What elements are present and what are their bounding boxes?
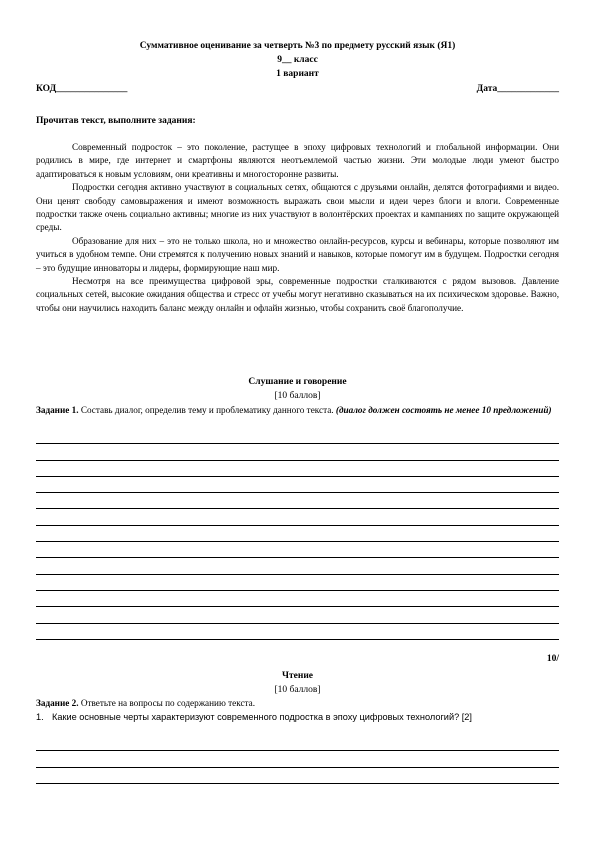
answer-line[interactable] xyxy=(36,607,559,623)
reading-text xyxy=(36,141,559,315)
text-paragraph: Образование для них – это не только школа, но и множество онлайн-ресурсов, курсы и вебинары, которые позволяют им учиться в удобном темпе. Они стремятся к получению новых знаний и навыков, которые помогут им в будущем. Подростки сегодня – это будущие инноваторы и лидеры, формирующие наш мир. xyxy=(36,235,559,273)
answer-lines-task2[interactable] xyxy=(36,735,559,784)
date-field[interactable]: Дата_____________ xyxy=(476,84,559,94)
task1-text: Составь диалог, определив тему и проблематику данного текста. xyxy=(78,405,336,415)
text-paragraph: Подростки сегодня активно участвуют в социальных сетях, общаются с друзьями онлайн, делятся фотографиями и видео. Они ценят свободу самовыражения и имеют возможность выражать свои мысли и идеи через блоги и влоги. Современные подростки также очень социально активны; многие из них участвуют в волонтёрских проектах и кампаниях по защите окружающей среды. xyxy=(36,182,559,233)
task1-label: Задание 1. xyxy=(36,405,79,415)
answer-line[interactable] xyxy=(36,461,559,477)
answer-line[interactable] xyxy=(36,509,559,525)
task2-text: Ответьте на вопросы по содержанию текста. xyxy=(78,698,256,708)
text-paragraph: Несмотря на все преимущества цифровой эры, современные подростки сталкиваются с рядом вызовов. Давление социальных сетей, высокие ожидания общества и стресс от учебы могут негативно сказываться на их психическом здоровье. Важно, чтобы они научились находить баланс между онлайн и офлайн жизнью, чтобы сохранить своё благополучие. xyxy=(36,276,559,313)
answer-line[interactable] xyxy=(36,751,559,767)
question-1 xyxy=(36,711,559,724)
answer-line[interactable] xyxy=(36,428,559,444)
code-date-row xyxy=(36,84,559,97)
answer-line[interactable] xyxy=(36,768,559,784)
section1-points: [10 баллов] xyxy=(274,391,321,401)
answer-line[interactable] xyxy=(36,477,559,493)
answer-line[interactable] xyxy=(36,526,559,542)
answer-line[interactable] xyxy=(36,493,559,509)
task1-score: 10/ xyxy=(546,654,559,664)
task2-label: Задание 2. xyxy=(36,698,79,708)
answer-line[interactable] xyxy=(36,624,559,640)
answer-line[interactable] xyxy=(36,542,559,558)
task1 xyxy=(36,404,559,417)
section2-points: [10 баллов] xyxy=(274,685,321,695)
code-field[interactable]: КОД_______________ xyxy=(36,84,128,94)
task2 xyxy=(36,697,559,710)
instruction-text: Прочитав текст, выполните задания: xyxy=(36,116,196,126)
answer-line[interactable] xyxy=(36,735,559,751)
answer-line[interactable] xyxy=(36,591,559,607)
task1-note: (диалог должен состоять не менее 10 предложений) xyxy=(335,405,552,415)
answer-line[interactable] xyxy=(36,558,559,574)
variant-line: 1 вариант xyxy=(276,69,319,79)
answer-line[interactable] xyxy=(36,444,559,460)
answer-line[interactable] xyxy=(36,575,559,591)
question-number: 1. xyxy=(36,712,44,722)
grade-line: 9__ класс xyxy=(277,55,318,65)
section1-title: Слушание и говорение xyxy=(248,377,347,387)
document-title: Суммативное оценивание за четверть №3 по предмету русский язык (Я1) xyxy=(139,41,456,51)
text-paragraph: Современный подросток – это поколение, растущее в эпоху цифровых технологий и глобальной информации. Они родились в мире, где интернет и смартфоны являются неотъемлемой частью жизни. Эти молодые люди умеют быстро адаптироваться к новым условиям, они креативны и многосторонне развиты. xyxy=(36,142,559,179)
answer-lines-task1[interactable] xyxy=(36,428,559,640)
question-text: Какие основные черты характеризуют современного подростка в эпоху цифровых технологий? [2] xyxy=(52,712,472,722)
section2-title: Чтение xyxy=(281,671,314,681)
